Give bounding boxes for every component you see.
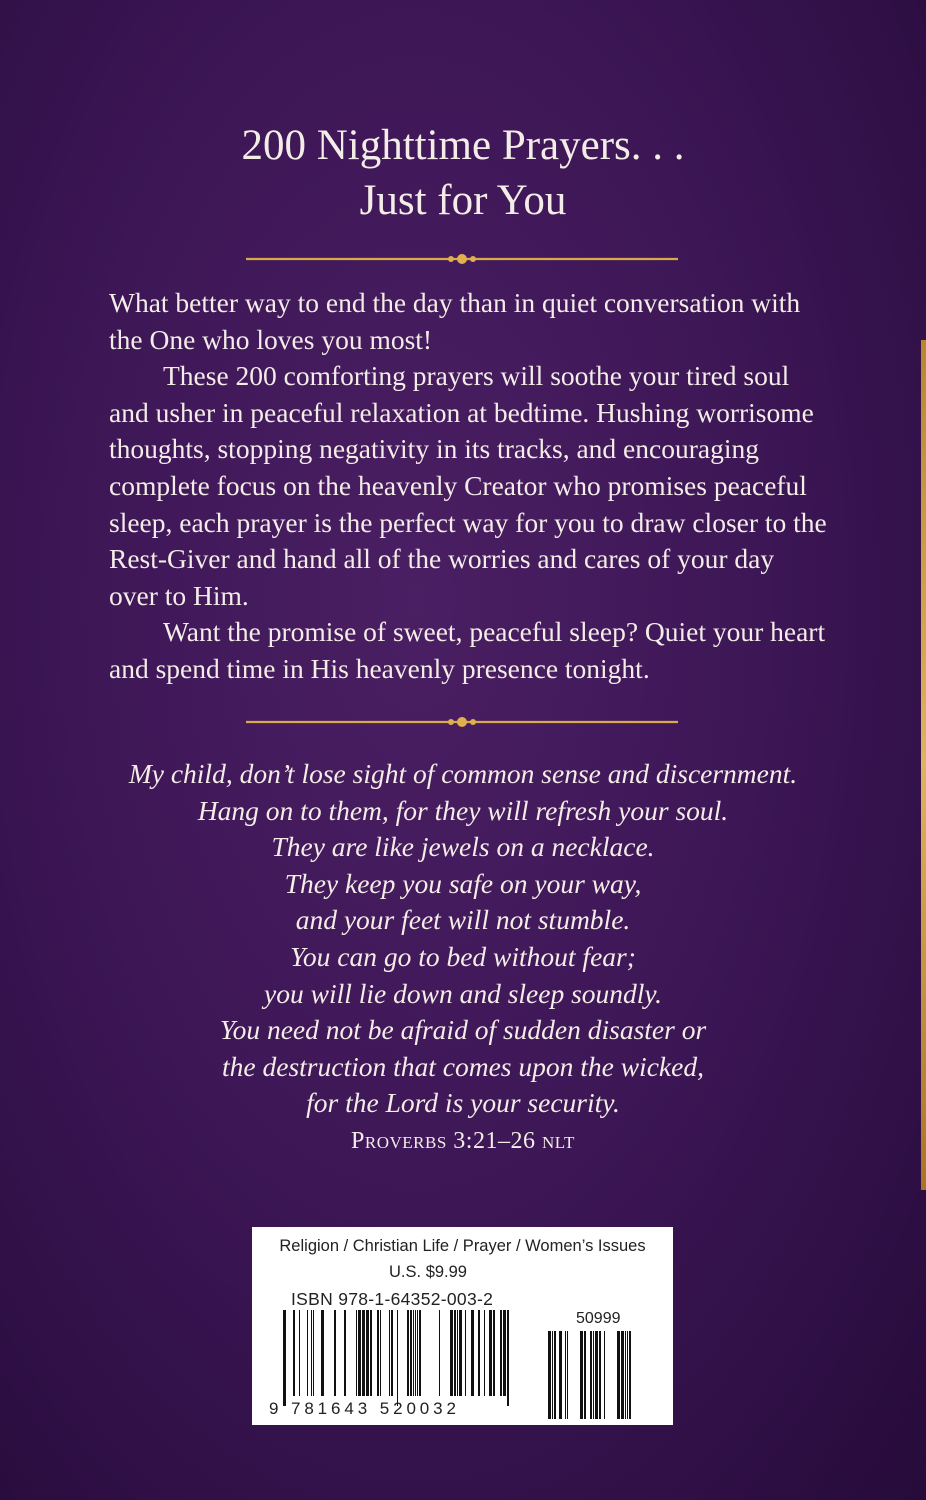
barcode-bar	[580, 1331, 583, 1419]
barcode-bar	[621, 1331, 624, 1419]
barcode-bar	[415, 1310, 416, 1396]
barcode-bar	[389, 1310, 390, 1396]
barcode-bar	[407, 1310, 409, 1396]
cover-title	[0, 118, 926, 228]
barcode-bar	[604, 1331, 605, 1419]
ornament-divider-top	[246, 253, 678, 265]
verse-line: You can go to bed without fear;	[290, 940, 636, 972]
barcode-bar	[311, 1310, 312, 1396]
barcode-bar	[503, 1310, 506, 1396]
barcode-bar	[584, 1331, 586, 1419]
scripture-quote	[0, 756, 926, 1122]
barcode-bar	[457, 1310, 458, 1396]
barcode-bar	[489, 1310, 492, 1396]
barcode-bar	[471, 1310, 474, 1396]
barcode-bar	[293, 1310, 295, 1396]
verse-line: you will lie down and sleep soundly.	[264, 977, 662, 1009]
barcode-bar	[459, 1310, 462, 1396]
price: U.S. $9.99	[389, 1263, 467, 1281]
ean-digits: 9 781643 520032	[269, 1399, 460, 1418]
title-line-1: 200 Nighttime Prayers. . .	[241, 122, 685, 169]
verse-line: They are like jewels on a necklace.	[271, 831, 655, 863]
barcode-bar	[507, 1310, 509, 1406]
addon-barcode	[548, 1331, 633, 1419]
barcode-bar	[617, 1331, 620, 1419]
barcode-bar	[439, 1310, 440, 1396]
verse-line: the destruction that comes upon the wicked,	[222, 1050, 704, 1082]
barcode-bar	[377, 1310, 379, 1396]
isbn-number: ISBN 978-1-64352-003-2	[291, 1289, 494, 1309]
verse-line: They keep you safe on your way,	[284, 867, 642, 899]
barcode-bar	[478, 1310, 480, 1396]
ean-barcode	[283, 1310, 511, 1406]
verse-line: and your feet will not stumble.	[295, 904, 631, 936]
barcode-bar	[370, 1310, 372, 1396]
bisac-category: Religion / Christian Life / Prayer / Women’s Issues	[279, 1237, 646, 1255]
price-addon-code: 50999	[576, 1310, 621, 1327]
barcode-bar	[413, 1310, 414, 1396]
barcode-bar	[454, 1310, 456, 1396]
barcode-bar	[450, 1310, 453, 1396]
barcode-bar	[548, 1331, 551, 1419]
barcode-bar	[417, 1310, 418, 1396]
barcode-bar	[627, 1331, 628, 1419]
barcode-bar	[391, 1310, 393, 1396]
barcode-bar	[554, 1331, 556, 1419]
barcode-bar	[493, 1310, 495, 1396]
ornament-divider-bottom	[246, 716, 678, 728]
barcode-bar	[321, 1310, 324, 1396]
scripture-citation: Proverbs 3:21–26 nlt	[351, 1128, 575, 1154]
barcode-bar	[593, 1331, 594, 1419]
description-paragraph-2: These 200 comforting prayers will soothe your tired soul and usher in peaceful relaxation at bedtime. Hushing worrisome thoughts, stopping negativity in its tracks, and encouraging complete focus on the heavenly Creator who promises peaceful sleep, each prayer is the perfect way for you to draw closer to the Rest-Giver and hand all of the worries and cares of your day over to Him.	[109, 360, 827, 611]
barcode-bar	[465, 1310, 466, 1396]
barcode-bar	[344, 1310, 346, 1396]
barcode-bar	[599, 1331, 601, 1419]
barcode-bar	[356, 1310, 357, 1396]
verse-line: My child, don’t lose sight of common sense and discernment.	[128, 758, 798, 789]
barcode-bar	[366, 1310, 369, 1396]
title-line-2: Just for You	[359, 177, 567, 224]
barcode-bar	[397, 1310, 398, 1406]
barcode-bar	[565, 1331, 566, 1419]
barcode-bar	[625, 1331, 626, 1419]
verse-line: for the Lord is your security.	[306, 1087, 620, 1119]
barcode-bar	[419, 1310, 421, 1396]
barcode-bar	[484, 1310, 485, 1396]
verse-line: You need not be afraid of sudden disaster or	[219, 1014, 707, 1046]
barcode-bar	[283, 1310, 286, 1406]
barcode-bar	[559, 1331, 562, 1419]
description-paragraph-1: What better way to end the day than in quiet conversation with the One who loves you most!	[109, 287, 801, 355]
barcode-bar	[500, 1310, 502, 1396]
book-description	[109, 285, 829, 688]
barcode-bar	[380, 1310, 381, 1396]
barcode-bar	[595, 1331, 598, 1419]
barcode-bar	[358, 1310, 361, 1396]
description-paragraph-3: Want the promise of sweet, peaceful sleep? Quiet your heart and spend time in His heavenly presence tonight.	[109, 616, 826, 684]
barcode-bar	[299, 1310, 300, 1396]
barcode-bar	[410, 1310, 412, 1396]
barcode-bar	[362, 1310, 365, 1396]
barcode-bar	[313, 1310, 314, 1396]
barcode-bar	[307, 1310, 308, 1396]
barcode-bar	[334, 1310, 336, 1396]
verse-line: Hang on to them, for they will refresh your soul.	[197, 794, 729, 826]
barcode-bar	[567, 1331, 568, 1419]
barcode-bar	[629, 1331, 631, 1419]
barcode-bar	[590, 1331, 592, 1419]
barcode-bar	[552, 1331, 553, 1419]
barcode-label	[252, 1227, 673, 1425]
